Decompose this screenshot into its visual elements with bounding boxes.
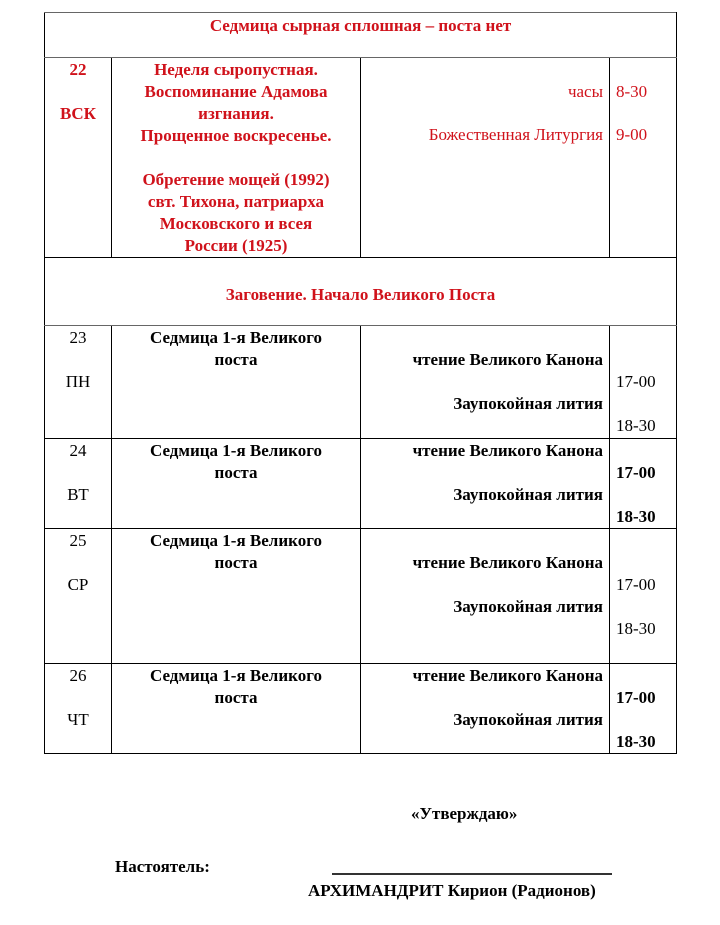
feast-line: изгнания. xyxy=(198,104,274,123)
service-name: чтение Великого Канона xyxy=(412,666,603,685)
services-cell xyxy=(361,529,610,664)
signature-line xyxy=(332,861,612,875)
banner-row-lent-start xyxy=(45,258,677,326)
feast-line: поста xyxy=(214,350,258,369)
date-cell xyxy=(45,664,112,754)
schedule-table xyxy=(44,12,677,754)
services-cell xyxy=(361,326,610,439)
service-name: Заупокойная лития xyxy=(453,394,603,413)
feast-line: Неделя сыропустная. xyxy=(154,60,318,79)
times-cell xyxy=(610,529,677,664)
service-name: чтение Великого Канона xyxy=(412,553,603,572)
feast-line: Прощенное воскресенье. xyxy=(140,126,332,145)
feast-line: поста xyxy=(214,553,258,572)
service-time: 17-00 xyxy=(616,688,656,707)
service-time: 17-00 xyxy=(616,463,656,482)
feast-line: Воспоминание Адамова xyxy=(144,82,328,101)
approval-stamp: «Утверждаю» xyxy=(411,804,518,823)
service-name: Заупокойная лития xyxy=(453,597,603,616)
banner-row-cheese-week xyxy=(45,13,677,58)
service-time: 18-30 xyxy=(616,732,656,751)
feast-line: Седмица 1-я Великого xyxy=(149,328,323,347)
table-row-day-26 xyxy=(45,664,677,754)
service-name: чтение Великого Канона xyxy=(412,441,603,460)
banner-cell xyxy=(45,13,677,58)
feast-line: Седмица 1-я Великого xyxy=(149,441,323,460)
table-row-day-24 xyxy=(45,439,677,529)
table-row-day-23 xyxy=(45,326,677,439)
feast-cell xyxy=(112,529,361,664)
weekday: СР xyxy=(67,575,89,594)
feast-line: Обретение мощей (1992) xyxy=(142,170,330,189)
rector-name: АРХИМАНДРИТ Кирион (Радионов) xyxy=(308,881,596,900)
service-name: Заупокойная лития xyxy=(453,710,603,729)
service-time: 9-00 xyxy=(616,125,648,144)
date-cell xyxy=(45,58,112,258)
services-cell xyxy=(361,58,610,258)
table-row-day-25 xyxy=(45,529,677,664)
feast-line: Седмица 1-я Великого xyxy=(149,531,323,550)
feast-line: России (1925) xyxy=(184,236,288,255)
times-cell xyxy=(610,439,677,529)
times-cell xyxy=(610,58,677,258)
service-name: часы xyxy=(567,82,603,101)
banner-cheese-week-text: Седмица сырная сплошная – поста нет xyxy=(209,16,512,35)
weekday: ВТ xyxy=(67,485,89,504)
date-cell xyxy=(45,529,112,664)
feast-cell xyxy=(112,664,361,754)
weekday: ЧТ xyxy=(67,710,89,729)
services-cell xyxy=(361,664,610,754)
service-time: 8-30 xyxy=(616,82,648,101)
date-cell xyxy=(45,326,112,439)
date-number: 26 xyxy=(69,666,87,685)
feast-line: Седмица 1-я Великого xyxy=(149,666,323,685)
date-number: 25 xyxy=(69,531,87,550)
service-name: чтение Великого Канона xyxy=(412,350,603,369)
feast-cell xyxy=(112,326,361,439)
service-time: 18-30 xyxy=(616,507,656,526)
rector-label: Настоятель: xyxy=(115,857,210,876)
banner-lent-start-text: Заговение. Начало Великого Поста xyxy=(225,285,496,304)
feast-line: свт. Тихона, патриарха xyxy=(147,192,325,211)
service-time: 18-30 xyxy=(616,619,656,638)
feast-line: Московского и всея xyxy=(159,214,313,233)
feast-line: поста xyxy=(214,463,258,482)
date-number: 23 xyxy=(69,328,87,347)
date-number: 22 xyxy=(69,60,87,79)
services-cell xyxy=(361,439,610,529)
service-name: Заупокойная лития xyxy=(453,485,603,504)
service-name: Божественная Литургия xyxy=(428,125,603,144)
service-time: 18-30 xyxy=(616,416,656,435)
date-number: 24 xyxy=(69,441,87,460)
weekday: ВСК xyxy=(60,104,96,123)
times-cell xyxy=(610,326,677,439)
table-row-day-22 xyxy=(45,58,677,258)
feast-line: поста xyxy=(214,688,258,707)
times-cell xyxy=(610,664,677,754)
feast-cell xyxy=(112,439,361,529)
banner-cell xyxy=(45,258,677,326)
date-cell xyxy=(45,439,112,529)
service-time: 17-00 xyxy=(616,575,656,594)
feast-cell xyxy=(112,58,361,258)
weekday: ПН xyxy=(65,372,91,391)
service-time: 17-00 xyxy=(616,372,656,391)
